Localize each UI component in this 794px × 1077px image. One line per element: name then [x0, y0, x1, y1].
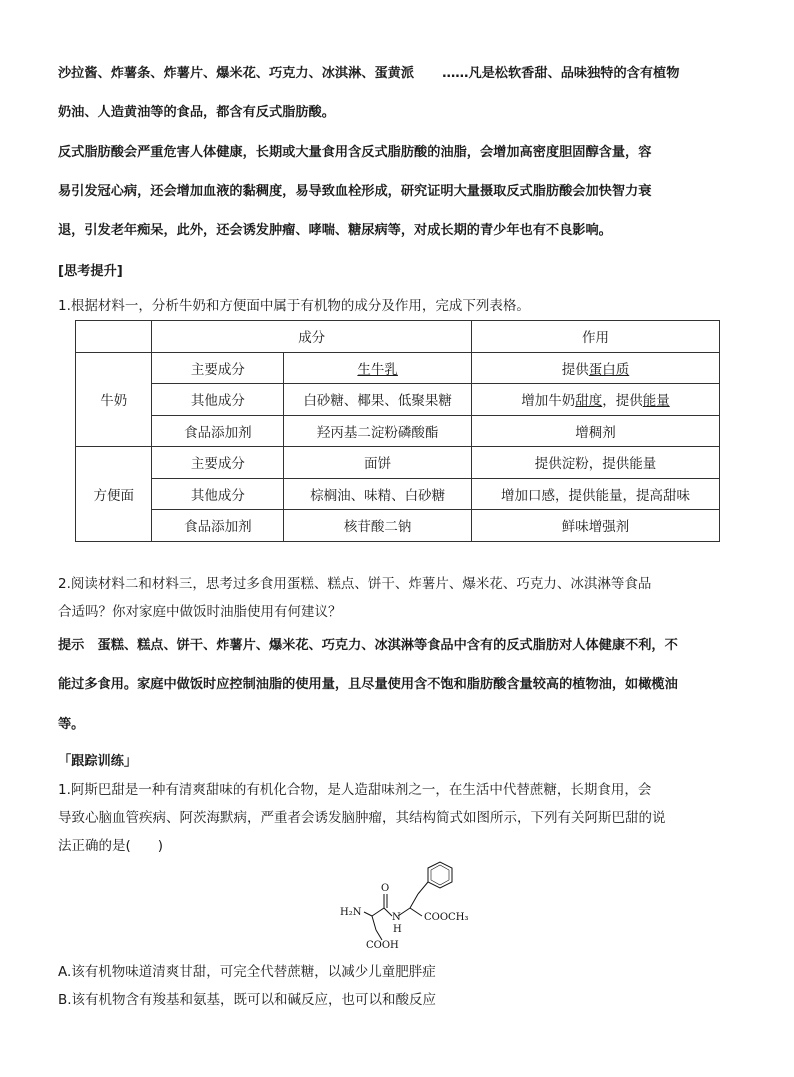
table-cell-sub: 其他成分 [152, 478, 284, 510]
intro-line-5: 退，引发老年痴呆，此外，还会诱发肿瘤、哮喘、糖尿病等，对成长期的青少年也有不良影响。 [58, 223, 612, 238]
section-title-think: [思考提升] [58, 264, 123, 279]
intro-line-2: 奶油、人造黄油等的食品，都含有反式脂肪酸。 [58, 105, 335, 120]
table-cell-function: 提供淀粉，提供能量 [471, 447, 719, 479]
table-cell-sub: 其他成分 [152, 384, 284, 416]
intro-line-1-part-b: ……凡是松软香甜、品味独特的含有植物 [442, 66, 680, 81]
table-cell-function [471, 384, 719, 416]
option-a: A.该有机物味道清爽甘甜，可完全代替蔗糖，以减少儿童肥胖症 [58, 964, 436, 980]
underlined-answer: 生牛乳 [357, 361, 398, 378]
table-cell-component: 白砂糖、椰果、低聚果糖 [284, 384, 472, 416]
intro-line-4: 易引发冠心病，还会增加血液的黏稠度，易导致血栓形成，研究证明大量摄取反式脂肪酸会加快智力衰 [58, 184, 652, 199]
bond [410, 908, 422, 916]
bond [418, 882, 428, 894]
intro-line-3: 反式脂肪酸会严重危害人体健康，长期或大量食用含反式脂肪酸的油脂，会增加高密度胆固醇含量，容 [58, 145, 652, 160]
bond [410, 894, 418, 908]
benzene-inner-ring [431, 865, 449, 885]
table-cell-component [284, 352, 472, 384]
table-header-component: 成分 [152, 321, 472, 353]
group-milk: 牛奶 [76, 352, 152, 447]
hint-line-2: 能过多食用。家庭中做饭时应控制油脂的使用量，且尽量使用含不饱和脂肪酸含量较高的植物油，如橄榄油 [58, 677, 678, 692]
table-cell-sub: 主要成分 [152, 447, 284, 479]
table-row [76, 352, 720, 384]
bond [372, 908, 384, 916]
exercise-1-line-1: 1.阿斯巴甜是一种有清爽甜味的有机化合物，是人造甜味剂之一，在生活中代替蔗糖，长期食用，会 [58, 782, 652, 798]
group-instant-noodles: 方便面 [76, 447, 152, 542]
exercise-1-line-2: 导致心脑血管疾病、阿茨海默病，严重者会诱发脑肿瘤，其结构简式如图所示，下列有关阿斯巴甜的说 [58, 810, 666, 826]
question-1: 1.根据材料一，分析牛奶和方便面中属于有机物的成分及作用，完成下列表格。 [58, 298, 530, 314]
table-cell-function: 鲜味增强剂 [471, 510, 719, 542]
hint-line-3: 等。 [58, 717, 85, 732]
aspartame-structure-diagram [330, 860, 480, 955]
question-2-line-1: 2.阅读材料二和材料三，思考过多食用蛋糕、糕点、饼干、炸薯片、爆米花、巧克力、冰淇淋等食品 [58, 576, 652, 592]
table-header-row [76, 321, 720, 353]
table-cell-sub: 食品添加剂 [152, 510, 284, 542]
exercise-1-line-3: 法正确的是( ) [58, 838, 164, 854]
table-cell-function [471, 352, 719, 384]
table-row [76, 447, 720, 479]
function-text: 提供 [561, 361, 589, 378]
hint-line-1: 提示 蛋糕、糕点、饼干、炸薯片、爆米花、巧克力、冰淇淋等食品中含有的反式脂肪对人体健康不利，不 [58, 638, 678, 653]
table-cell-component: 棕榈油、味精、白砂糖 [284, 478, 472, 510]
table-cell-component: 面饼 [284, 447, 472, 479]
table-cell-component: 核苷酸二钠 [284, 510, 472, 542]
section-title-practice: 「跟踪训练」 [58, 754, 138, 769]
bond [376, 930, 382, 940]
table-row [76, 384, 720, 416]
table-header-blank [76, 321, 152, 353]
label-oxygen: O [381, 883, 390, 894]
label-h2n: H₂N [340, 907, 362, 918]
question-2-line-2: 合适吗？你对家庭中做饭时油脂使用有何建议？ [58, 604, 342, 620]
table-cell-sub: 食品添加剂 [152, 415, 284, 447]
intro-line-1 [58, 62, 679, 81]
bond [384, 908, 392, 916]
intro-line-1-part-a: 沙拉酱、炸薯条、炸薯片、爆米花、巧克力、冰淇淋、蛋黄派 [58, 66, 415, 81]
bond [364, 912, 372, 916]
label-cooch3: COOCH₃ [424, 912, 469, 923]
underlined-answer: 能量 [642, 393, 670, 410]
table-cell-component: 羟丙基二淀粉磷酸酯 [284, 415, 472, 447]
table-row [76, 510, 720, 542]
option-b: B.该有机物含有羧基和氨基，既可以和碱反应，也可以和酸反应 [58, 992, 437, 1008]
label-cooh: COOH [366, 940, 399, 951]
function-text: ，提供 [602, 393, 643, 410]
table-row [76, 478, 720, 510]
composition-table [75, 320, 720, 542]
function-text: 增加牛奶 [521, 393, 576, 410]
table-row [76, 415, 720, 447]
label-hydrogen: H [393, 924, 402, 935]
underlined-answer: 甜度 [575, 393, 603, 410]
benzene-ring [428, 862, 452, 888]
table-cell-function: 增稠剂 [471, 415, 719, 447]
table-cell-sub: 主要成分 [152, 352, 284, 384]
bond [372, 916, 376, 930]
table-cell-function: 增加口感，提供能量，提高甜味 [471, 478, 719, 510]
table-header-function: 作用 [471, 321, 719, 353]
label-nitrogen: N [392, 912, 401, 923]
underlined-answer: 蛋白质 [588, 361, 630, 378]
